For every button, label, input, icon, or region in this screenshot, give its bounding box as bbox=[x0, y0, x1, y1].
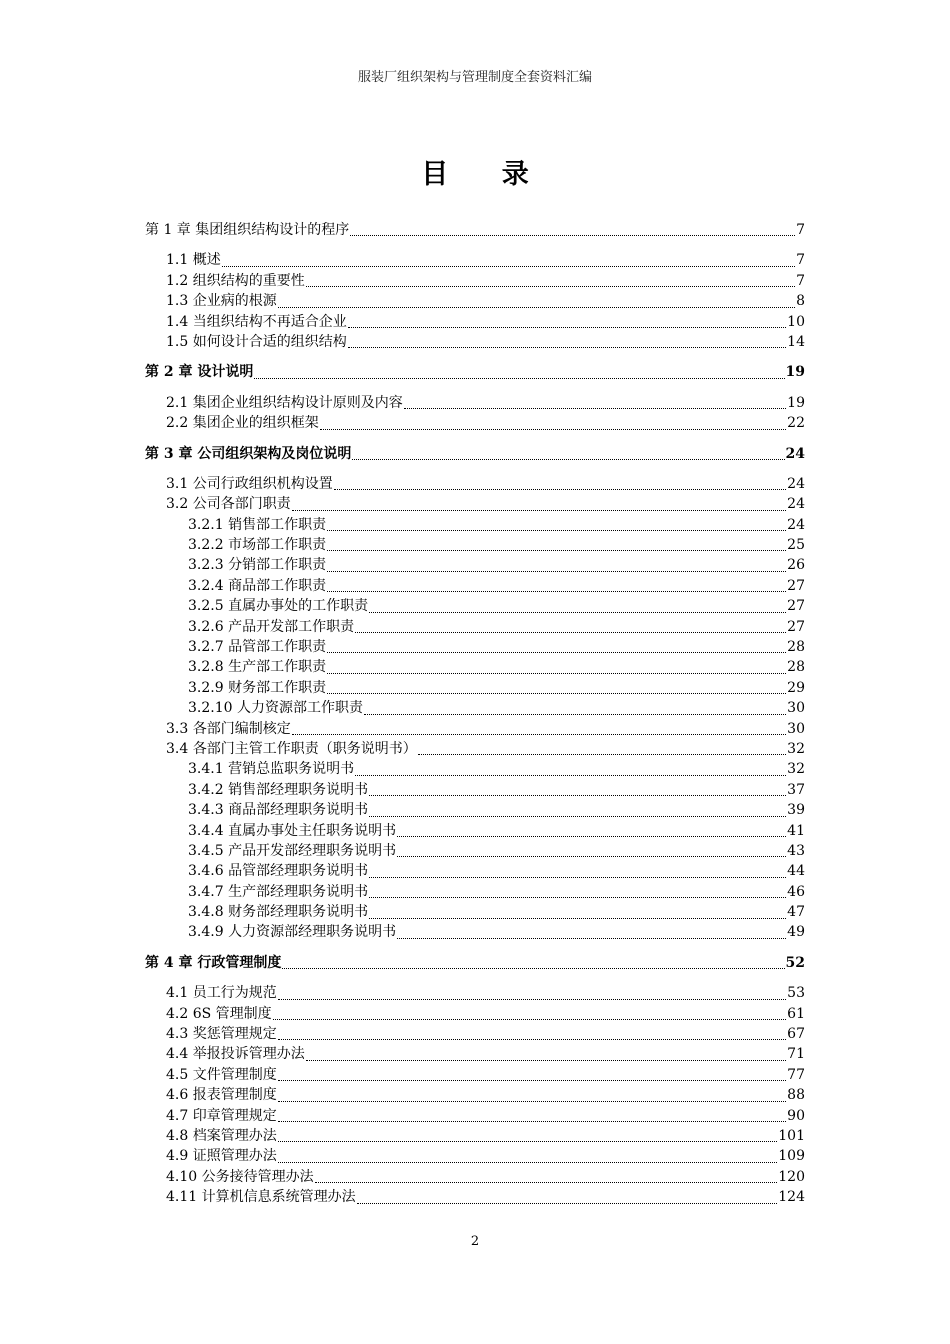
toc-entry-title: 3.4.2 销售部经理职务说明书 bbox=[188, 781, 369, 798]
toc-entry-page: 22 bbox=[787, 415, 805, 432]
toc-entry-title: 3.2.5 直属办事处的工作职责 bbox=[188, 598, 369, 615]
toc-entry-title: 3.2 公司各部门职责 bbox=[166, 496, 291, 513]
toc-leader-dots bbox=[334, 488, 786, 490]
toc-leader-dots bbox=[278, 1120, 786, 1122]
toc-entry-page: 67 bbox=[787, 1026, 805, 1043]
toc-entry-page: 10 bbox=[787, 313, 805, 330]
toc-entry-page: 101 bbox=[778, 1128, 805, 1144]
toc-entry-title: 3.4.5 产品开发部经理职务说明书 bbox=[188, 842, 397, 859]
toc-entry[interactable] bbox=[145, 271, 805, 291]
toc-entry[interactable] bbox=[145, 841, 805, 861]
toc-entry-page: 44 bbox=[787, 863, 805, 880]
toc-entry-title: 3.4.6 品管部经理职务说明书 bbox=[188, 863, 369, 880]
toc-leader-dots bbox=[273, 1018, 787, 1020]
toc-entry-title: 3.2.3 分销部工作职责 bbox=[188, 557, 327, 574]
toc-entry-title: 3.2.8 生产部工作职责 bbox=[188, 659, 327, 676]
toc-entry-page: 53 bbox=[787, 985, 805, 1002]
toc-entry[interactable] bbox=[145, 678, 805, 698]
toc-entry[interactable] bbox=[145, 250, 805, 270]
toc-entry[interactable] bbox=[145, 444, 805, 464]
toc-entry[interactable] bbox=[145, 882, 805, 902]
toc-entry-page: 27 bbox=[787, 618, 805, 635]
toc-leader-dots bbox=[222, 265, 795, 267]
toc-entry-page: 32 bbox=[787, 740, 805, 757]
toc-entry-title: 3.2.4 商品部工作职责 bbox=[188, 577, 327, 594]
toc-entry[interactable] bbox=[145, 953, 805, 973]
toc-entry[interactable] bbox=[145, 535, 805, 555]
toc-leader-dots bbox=[327, 570, 786, 572]
toc-leader-dots bbox=[327, 590, 786, 592]
toc-entry-title: 3.4.4 直属办事处主任职务说明书 bbox=[188, 822, 397, 839]
toc-entry-title: 4.10 公务接待管理办法 bbox=[166, 1168, 314, 1185]
toc-entry[interactable] bbox=[145, 923, 805, 943]
toc-entry-title: 第 4 章 行政管理制度 bbox=[145, 954, 282, 971]
toc-entry[interactable] bbox=[145, 474, 805, 494]
toc-entry-title: 3.3 各部门编制核定 bbox=[166, 720, 291, 737]
toc-leader-dots bbox=[369, 815, 786, 817]
toc-entry[interactable] bbox=[145, 983, 805, 1003]
toc-leader-dots bbox=[278, 1140, 778, 1142]
toc-entry-page: 61 bbox=[787, 1005, 805, 1022]
toc-entry-title: 1.4 当组织结构不再适合企业 bbox=[166, 313, 347, 330]
toc-entry[interactable] bbox=[145, 312, 805, 332]
toc-entry-title: 3.4.7 生产部经理职务说明书 bbox=[188, 883, 369, 900]
toc-entry[interactable] bbox=[145, 362, 805, 382]
toc-leader-dots bbox=[369, 896, 786, 898]
toc-leader-dots bbox=[369, 917, 786, 919]
toc-entry-title: 1.3 企业病的根源 bbox=[166, 293, 277, 310]
toc-entry-page: 49 bbox=[787, 924, 805, 941]
toc-leader-dots bbox=[364, 713, 786, 715]
toc-entry-title: 3.2.1 销售部工作职责 bbox=[188, 516, 327, 533]
toc-entry-title: 3.2.7 品管部工作职责 bbox=[188, 639, 327, 656]
toc-entry-title: 1.1 概述 bbox=[166, 252, 221, 269]
toc-entry[interactable] bbox=[145, 1187, 805, 1207]
page-number: 2 bbox=[470, 1234, 480, 1249]
toc-entry-page: 124 bbox=[778, 1189, 805, 1206]
toc-entry[interactable] bbox=[145, 576, 805, 596]
toc-entry-title: 第 3 章 公司组织架构及岗位说明 bbox=[145, 445, 352, 462]
toc-entry-title: 3.2.2 市场部工作职责 bbox=[188, 537, 327, 554]
toc-entry-page: 32 bbox=[787, 761, 805, 778]
toc-leader-dots bbox=[292, 509, 786, 511]
toc-entry-page: 26 bbox=[787, 557, 805, 574]
toc-entry-page: 120 bbox=[778, 1168, 805, 1185]
toc-leader-dots bbox=[315, 1181, 778, 1183]
toc-entry[interactable] bbox=[145, 291, 805, 311]
toc-entry-title: 1.2 组织结构的重要性 bbox=[166, 272, 305, 289]
toc-leader-dots bbox=[355, 774, 786, 776]
toc-entry-page: 24 bbox=[787, 516, 805, 533]
toc-entry-title: 3.1 公司行政组织机构设置 bbox=[166, 475, 333, 492]
toc-leader-dots bbox=[348, 326, 786, 328]
toc-leader-dots bbox=[369, 876, 786, 878]
toc-entry[interactable] bbox=[145, 821, 805, 841]
toc-entry[interactable] bbox=[145, 1085, 805, 1105]
toc-entry-title: 3.4.8 财务部经理职务说明书 bbox=[188, 904, 369, 921]
toc-entry-title: 4.3 奖惩管理规定 bbox=[166, 1026, 277, 1043]
toc-entry[interactable] bbox=[145, 739, 805, 759]
toc-entry[interactable] bbox=[145, 1044, 805, 1064]
toc-entry-title: 2.2 集团企业的组织框架 bbox=[166, 415, 319, 432]
toc-entry-title: 4.11 计算机信息系统管理办法 bbox=[166, 1189, 356, 1206]
toc-leader-dots bbox=[357, 1202, 778, 1204]
toc-entry[interactable] bbox=[145, 719, 805, 739]
toc-entry-page: 43 bbox=[787, 842, 805, 859]
toc-entry-page: 90 bbox=[787, 1107, 805, 1124]
toc-leader-dots bbox=[278, 1100, 786, 1102]
toc-entry-title: 4.9 证照管理办法 bbox=[166, 1148, 277, 1165]
toc-leader-dots bbox=[352, 458, 784, 460]
toc-entry-title: 3.2.10 人力资源部工作职责 bbox=[188, 700, 363, 717]
toc-leader-dots bbox=[254, 377, 784, 379]
running-header: 服装厂组织架构与管理制度全套资料汇编 bbox=[357, 70, 592, 85]
toc-entry-title: 4.6 报表管理制度 bbox=[166, 1087, 277, 1104]
toc-entry-page: 25 bbox=[787, 537, 805, 554]
toc-leader-dots bbox=[278, 1161, 778, 1163]
toc-entry[interactable] bbox=[145, 657, 805, 677]
toc-entry[interactable] bbox=[145, 698, 805, 718]
toc-leader-dots bbox=[292, 733, 786, 735]
toc-entry-title: 4.2 6S 管理制度 bbox=[166, 1005, 272, 1022]
toc-entry[interactable] bbox=[145, 902, 805, 922]
toc-entry-page: 30 bbox=[787, 720, 805, 737]
toc-entry[interactable] bbox=[145, 393, 805, 413]
toc-leader-dots bbox=[404, 407, 786, 409]
toc-leader-dots bbox=[327, 529, 786, 531]
toc-entry-page: 24 bbox=[785, 445, 805, 462]
toc-leader-dots bbox=[278, 1079, 786, 1081]
toc-entry[interactable] bbox=[145, 413, 805, 433]
toc-entry-title: 3.4.1 营销总监职务说明书 bbox=[188, 761, 355, 778]
toc-entry-page: 37 bbox=[787, 781, 805, 798]
toc-entry-page: 39 bbox=[787, 802, 805, 819]
toc-leader-dots bbox=[418, 753, 786, 755]
table-of-contents bbox=[145, 220, 805, 1208]
toc-entry-title: 3.4 各部门主管工作职责（职务说明书） bbox=[166, 740, 417, 757]
toc-leader-dots bbox=[278, 998, 786, 1000]
toc-entry-page: 30 bbox=[787, 700, 805, 717]
toc-entry[interactable] bbox=[145, 1126, 805, 1146]
toc-leader-dots bbox=[327, 651, 786, 653]
toc-entry-title: 4.8 档案管理办法 bbox=[166, 1128, 277, 1144]
toc-entry-page: 19 bbox=[787, 394, 805, 411]
toc-leader-dots bbox=[327, 549, 786, 551]
toc-entry-title: 2.1 集团企业组织结构设计原则及内容 bbox=[166, 394, 403, 411]
toc-entry[interactable] bbox=[145, 800, 805, 820]
toc-entry-title: 4.7 印章管理规定 bbox=[166, 1107, 277, 1124]
toc-entry-title: 第 1 章 集团组织结构设计的程序 bbox=[145, 221, 350, 238]
toc-entry-title: 1.5 如何设计合适的组织结构 bbox=[166, 333, 347, 350]
toc-leader-dots bbox=[282, 967, 784, 969]
toc-entry-page: 46 bbox=[787, 883, 805, 900]
toc-leader-dots bbox=[278, 306, 795, 308]
toc-leader-dots bbox=[306, 285, 795, 287]
toc-entry-title: 第 2 章 设计说明 bbox=[145, 364, 254, 381]
toc-entry[interactable] bbox=[145, 637, 805, 657]
toc-entry-page: 88 bbox=[787, 1087, 805, 1104]
toc-entry-page: 29 bbox=[787, 679, 805, 696]
toc-entry-page: 47 bbox=[787, 904, 805, 921]
toc-leader-dots bbox=[397, 835, 786, 837]
toc-leader-dots bbox=[320, 428, 786, 430]
toc-leader-dots bbox=[278, 1038, 786, 1040]
toc-entry-title: 3.2.6 产品开发部工作职责 bbox=[188, 618, 355, 635]
toc-entry[interactable] bbox=[145, 515, 805, 535]
toc-entry-page: 24 bbox=[787, 496, 805, 513]
toc-entry[interactable] bbox=[145, 555, 805, 575]
toc-leader-dots bbox=[350, 234, 795, 236]
toc-entry[interactable] bbox=[145, 596, 805, 616]
toc-entry-page: 109 bbox=[778, 1148, 805, 1165]
toc-entry-page: 7 bbox=[796, 221, 805, 238]
toc-leader-dots bbox=[306, 1059, 786, 1061]
toc-entry-page: 41 bbox=[787, 822, 805, 839]
toc-leader-dots bbox=[327, 692, 786, 694]
toc-entry[interactable] bbox=[145, 1024, 805, 1044]
toc-entry[interactable] bbox=[145, 759, 805, 779]
toc-entry-page: 28 bbox=[787, 659, 805, 676]
toc-leader-dots bbox=[327, 672, 786, 674]
toc-entry-title: 3.4.9 人力资源部经理职务说明书 bbox=[188, 924, 397, 941]
toc-entry-page: 24 bbox=[787, 475, 805, 492]
toc-leader-dots bbox=[397, 937, 786, 939]
toc-entry[interactable] bbox=[145, 617, 805, 637]
toc-entry-page: 19 bbox=[785, 364, 805, 381]
toc-entry[interactable] bbox=[145, 332, 805, 352]
toc-entry-title: 4.4 举报投诉管理办法 bbox=[166, 1046, 305, 1063]
toc-entry-page: 14 bbox=[787, 333, 805, 350]
toc-leader-dots bbox=[369, 794, 786, 796]
toc-entry-page: 52 bbox=[785, 954, 805, 971]
toc-entry-page: 7 bbox=[796, 252, 805, 269]
toc-entry-title: 4.1 员工行为规范 bbox=[166, 985, 277, 1002]
toc-entry-page: 27 bbox=[787, 598, 805, 615]
toc-entry-title: 3.4.3 商品部经理职务说明书 bbox=[188, 802, 369, 819]
toc-entry-title: 4.5 文件管理制度 bbox=[166, 1066, 277, 1083]
toc-entry-page: 28 bbox=[787, 639, 805, 656]
toc-entry[interactable] bbox=[145, 1065, 805, 1085]
toc-entry[interactable] bbox=[145, 494, 805, 514]
toc-leader-dots bbox=[348, 346, 786, 348]
toc-entry[interactable] bbox=[145, 1106, 805, 1126]
toc-entry-page: 7 bbox=[796, 272, 805, 289]
toc-entry[interactable] bbox=[145, 1146, 805, 1166]
page-title: 目 录 bbox=[421, 159, 551, 190]
toc-entry-page: 71 bbox=[787, 1046, 805, 1063]
toc-leader-dots bbox=[369, 611, 786, 613]
toc-entry-page: 27 bbox=[787, 577, 805, 594]
toc-entry[interactable] bbox=[145, 780, 805, 800]
toc-entry[interactable] bbox=[145, 1004, 805, 1024]
toc-leader-dots bbox=[355, 631, 786, 633]
toc-leader-dots bbox=[397, 855, 786, 857]
toc-entry-page: 8 bbox=[796, 293, 805, 310]
toc-entry[interactable] bbox=[145, 1167, 805, 1187]
toc-entry-page: 77 bbox=[787, 1066, 805, 1083]
toc-entry-title: 3.2.9 财务部工作职责 bbox=[188, 679, 327, 696]
toc-entry[interactable] bbox=[145, 861, 805, 881]
toc-entry[interactable] bbox=[145, 220, 805, 240]
